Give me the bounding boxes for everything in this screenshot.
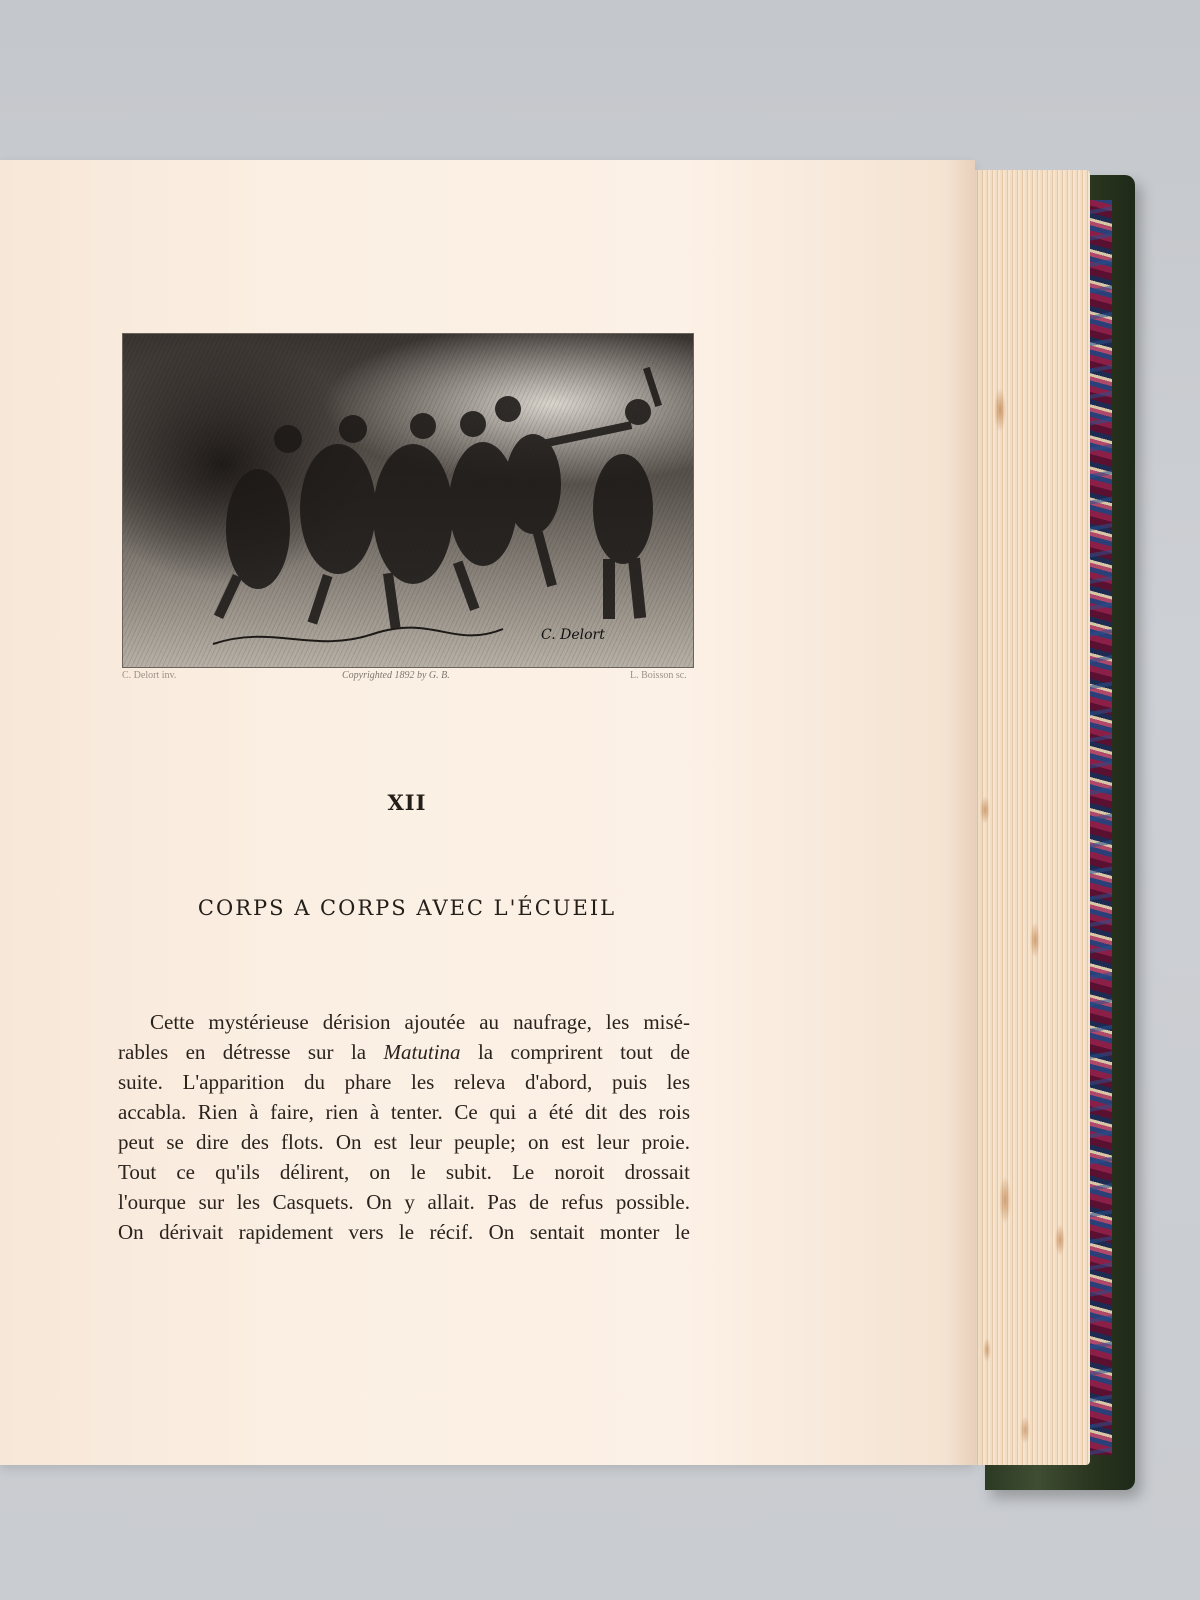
foxing-stains <box>965 170 1090 1465</box>
text-line: suite. L'apparition du phare les releva d'abord, puis les <box>118 1070 690 1094</box>
credit-artist: C. Delort inv. <box>122 670 177 681</box>
marbled-endpaper <box>1090 200 1112 1455</box>
credit-engraver: L. Boisson sc. <box>630 670 687 681</box>
text-line: peut se dire des flots. On est leur peuple; on est leur proie. <box>118 1130 690 1154</box>
body-text <box>118 1007 690 1247</box>
ship-name: Matutina <box>383 1040 461 1064</box>
chapter-number: XII <box>387 790 427 815</box>
etching-signature: C. Delort <box>541 627 605 643</box>
text-line: accabla. Rien à faire, rien à tenter. Ce qui a été dit des rois <box>118 1100 690 1124</box>
text-line: On dérivait rapidement vers le récif. On sentait monter le <box>118 1220 690 1244</box>
text-fragment: rables en détresse sur la <box>118 1040 384 1064</box>
etching-illustration <box>122 333 694 668</box>
text-line: l'ourque sur les Casquets. On y allait. Pas de refus possible. <box>118 1190 690 1214</box>
text-line: Tout ce qu'ils délirent, on le subit. Le noroit drossait <box>118 1160 690 1184</box>
credit-copyright: Copyrighted 1892 by G. B. <box>342 670 450 681</box>
etching-figures <box>123 334 693 667</box>
text-line <box>118 1037 690 1067</box>
text-line: Cette mystérieuse dérision ajoutée au naufrage, les misé- <box>150 1010 690 1034</box>
text-fragment: la comprirent tout de <box>460 1040 690 1064</box>
chapter-title: CORPS A CORPS AVEC L'ÉCUEIL <box>197 896 617 920</box>
